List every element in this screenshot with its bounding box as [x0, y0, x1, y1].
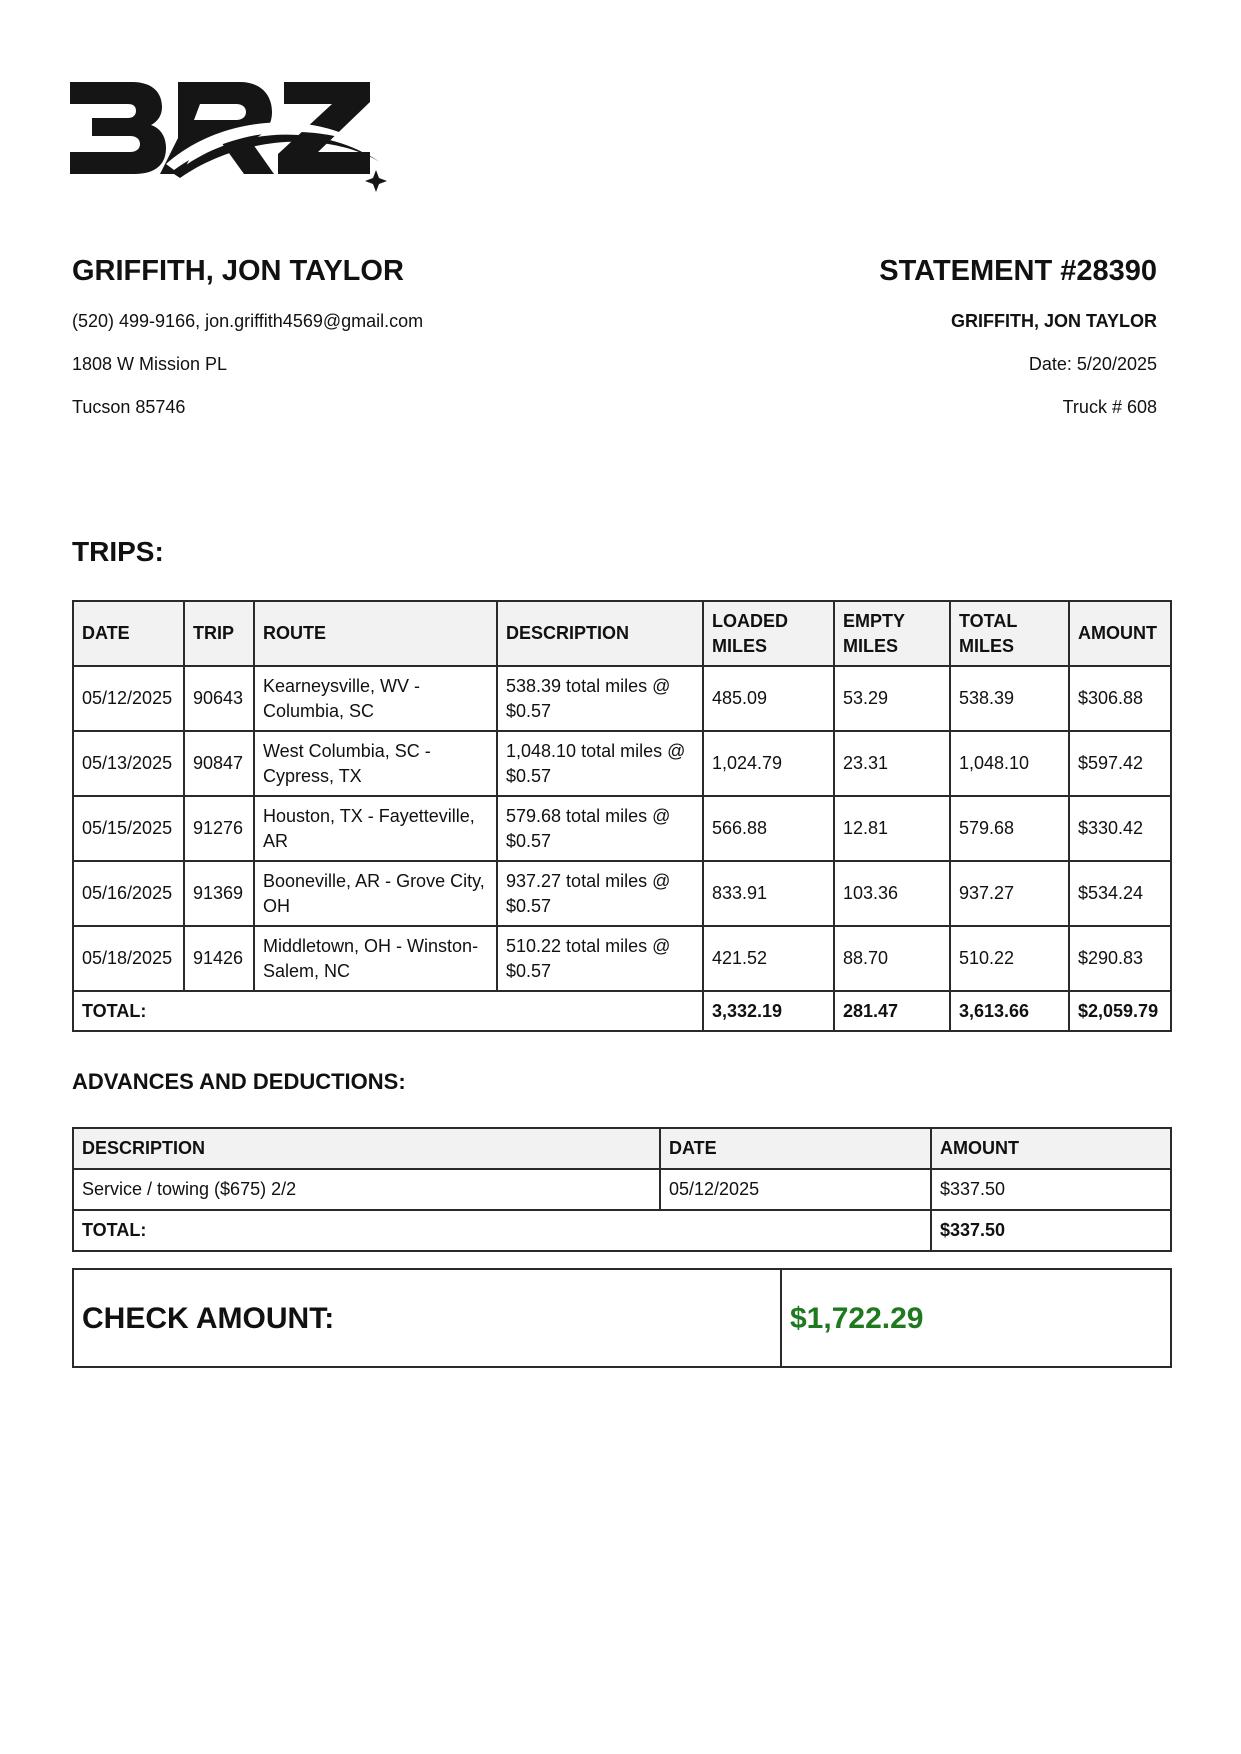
table-row	[73, 926, 1171, 991]
check-amount-label: CHECK AMOUNT:	[73, 1269, 781, 1367]
table-row	[73, 796, 1171, 861]
table-row	[73, 861, 1171, 926]
driver-address-line1: 1808 W Mission PL	[72, 354, 228, 374]
deductions-header-row	[73, 1128, 1171, 1169]
statement-title: STATEMENT #28390	[879, 255, 1157, 287]
statement-truck: Truck # 608	[1062, 397, 1157, 417]
trip-amount: $290.83	[1069, 926, 1171, 991]
trip-empty-miles: 103.36	[834, 861, 950, 926]
column-header: DATE	[660, 1128, 931, 1169]
trip-description: 937.27 total miles @ $0.57	[497, 861, 703, 926]
deduction-date: 05/12/2025	[660, 1169, 931, 1210]
driver-info	[72, 254, 423, 440]
trip-date: 05/15/2025	[73, 796, 184, 861]
trip-date: 05/16/2025	[73, 861, 184, 926]
deductions-total-label: TOTAL:	[73, 1210, 931, 1251]
column-header: DESCRIPTION	[73, 1128, 660, 1169]
check-amount-box	[72, 1268, 1172, 1368]
statement-info	[879, 254, 1157, 440]
trip-description: 510.22 total miles @ $0.57	[497, 926, 703, 991]
trip-number: 90643	[184, 666, 254, 731]
deductions-table	[72, 1127, 1172, 1252]
trip-empty-miles: 53.29	[834, 666, 950, 731]
trip-date: 05/13/2025	[73, 731, 184, 796]
deduction-amount: $337.50	[931, 1169, 1171, 1210]
trip-amount: $306.88	[1069, 666, 1171, 731]
trip-total-miles: 579.68	[950, 796, 1069, 861]
trip-total-miles: 1,048.10	[950, 731, 1069, 796]
trip-description: 1,048.10 total miles @ $0.57	[497, 731, 703, 796]
trip-total-miles: 510.22	[950, 926, 1069, 991]
trip-route: West Columbia, SC - Cypress, TX	[254, 731, 497, 796]
column-header: LOADED MILES	[703, 601, 834, 666]
driver-address-line2: Tucson 85746	[72, 397, 186, 417]
trips-total-empty: 281.47	[834, 991, 950, 1031]
table-row	[73, 731, 1171, 796]
trip-number: 91426	[184, 926, 254, 991]
deductions-total-amount: $337.50	[931, 1210, 1171, 1251]
trips-total-loaded: 3,332.19	[703, 991, 834, 1031]
trip-total-miles: 538.39	[950, 666, 1069, 731]
trip-loaded-miles: 1,024.79	[703, 731, 834, 796]
column-header: EMPTY MILES	[834, 601, 950, 666]
check-amount-value: $1,722.29	[781, 1269, 1171, 1367]
trip-loaded-miles: 566.88	[703, 796, 834, 861]
trip-date: 05/18/2025	[73, 926, 184, 991]
trips-total-miles: 3,613.66	[950, 991, 1069, 1031]
trips-total-row	[73, 991, 1171, 1031]
trips-title: TRIPS:	[72, 536, 164, 567]
column-header: ROUTE	[254, 601, 497, 666]
trips-header-row	[73, 601, 1171, 666]
column-header: TOTAL MILES	[950, 601, 1069, 666]
statement-name: GRIFFITH, JON TAYLOR	[950, 311, 1157, 331]
column-header: TRIP	[184, 601, 254, 666]
trip-empty-miles: 12.81	[834, 796, 950, 861]
trips-total-amount: $2,059.79	[1069, 991, 1171, 1031]
column-header: AMOUNT	[931, 1128, 1171, 1169]
trip-number: 91369	[184, 861, 254, 926]
trip-amount: $330.42	[1069, 796, 1171, 861]
trip-loaded-miles: 485.09	[703, 666, 834, 731]
trip-amount: $597.42	[1069, 731, 1171, 796]
trip-total-miles: 937.27	[950, 861, 1069, 926]
trip-description: 538.39 total miles @ $0.57	[497, 666, 703, 731]
trip-empty-miles: 88.70	[834, 926, 950, 991]
table-row	[73, 666, 1171, 731]
trip-number: 90847	[184, 731, 254, 796]
trips-total-label: TOTAL:	[73, 991, 703, 1031]
deductions-total-row	[73, 1210, 1171, 1251]
check-amount-row	[73, 1269, 1171, 1367]
table-row	[73, 1169, 1171, 1210]
trips-table	[72, 600, 1172, 1032]
trip-date: 05/12/2025	[73, 666, 184, 731]
trip-route: Houston, TX - Fayetteville, AR	[254, 796, 497, 861]
column-header: AMOUNT	[1069, 601, 1171, 666]
deductions-title: ADVANCES AND DEDUCTIONS:	[72, 1069, 406, 1094]
statement-date: Date: 5/20/2025	[1028, 354, 1157, 374]
trip-loaded-miles: 421.52	[703, 926, 834, 991]
trip-description: 579.68 total miles @ $0.57	[497, 796, 703, 861]
deduction-description: Service / towing ($675) 2/2	[73, 1169, 660, 1210]
driver-name: GRIFFITH, JON TAYLOR	[72, 255, 404, 287]
column-header: DESCRIPTION	[497, 601, 703, 666]
column-header: DATE	[73, 601, 184, 666]
trip-route: Middletown, OH - Winston-Salem, NC	[254, 926, 497, 991]
driver-contact: (520) 499-9166, jon.griffith4569@gmail.com	[72, 311, 424, 331]
trip-route: Kearneysville, WV - Columbia, SC	[254, 666, 497, 731]
trip-empty-miles: 23.31	[834, 731, 950, 796]
trip-number: 91276	[184, 796, 254, 861]
trip-route: Booneville, AR - Grove City, OH	[254, 861, 497, 926]
trip-loaded-miles: 833.91	[703, 861, 834, 926]
trip-amount: $534.24	[1069, 861, 1171, 926]
brz-logo-icon	[70, 78, 390, 196]
